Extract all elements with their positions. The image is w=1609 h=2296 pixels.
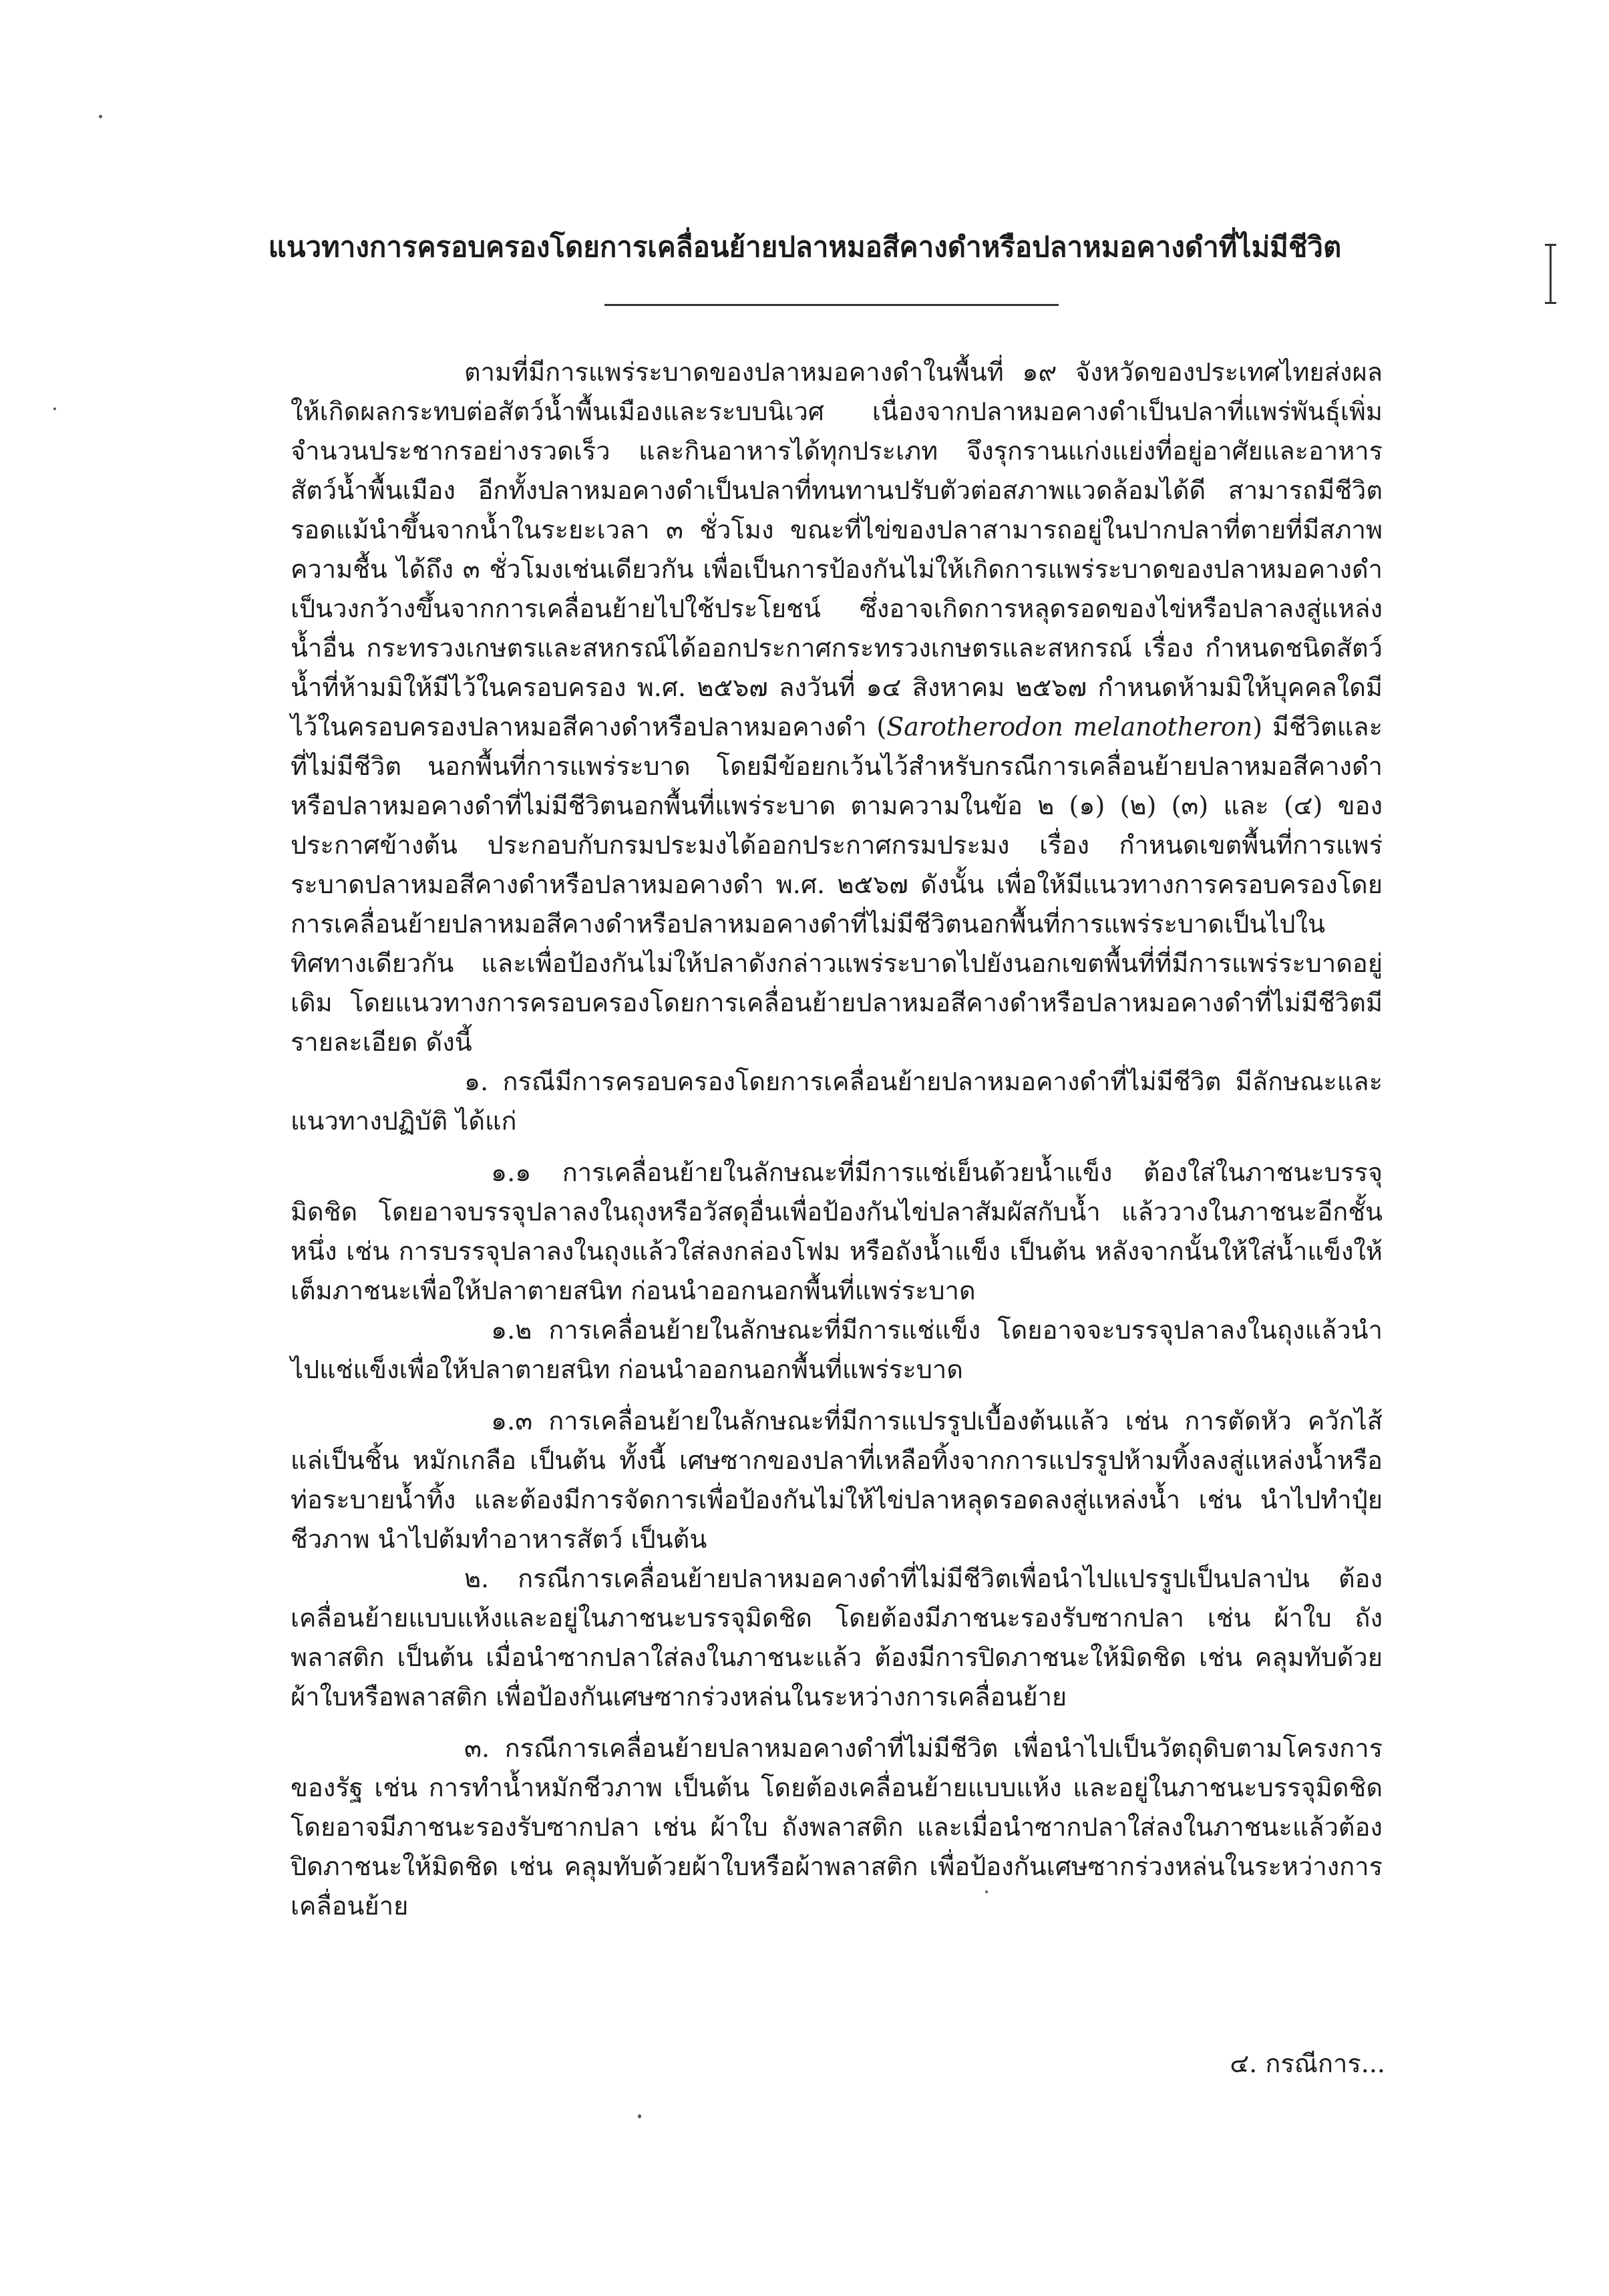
intro-text-b: ) มีชีวิตและที่ไม่มีชีวิต นอกพื้นที่การแพร่ระบาด โดยมีข้อยกเว้นไว้สำหรับกรณีการเคลื่อนย้ายปลาหมอสีคางดำหรือปลาหมอคางดำที่ไม่มีชีวิตนอกพื้นที่แพร่ระบาด ตามความในข้อ ๒ (๑) (๒) (๓) และ (๔) ของประกาศข้างต้น ประกอบกับกรมประมงได้ออกประกาศกรมประมง เรื่อง กำหนดเขตพื้นที่การแพร่ระบาดปลาหมอสีคางดำหรือปลาหมอคางดำ พ.ศ. ๒๕๖๗ ดังนั้น เพื่อให้มีแนวทางการครอบครองโดยการเคลื่อนย้ายปลาหมอสีคางดำหรือปลาหมอคางดำที่ไม่มีชีวิตนอกพื้นที่การแพร่ระบาดเป็นไปในทิศทางเดียวกัน และเพื่อป้องกันไม่ให้ปลาดังกล่าวแพร่ระบาดไปยังนอกเขตพื้นที่ที่มีการแพร่ระบาดอยู่เดิม โดยแนวทางการครอบครองโดยการเคลื่อนย้ายปลาหมอสีคางดำหรือปลาหมอคางดำที่ไม่มีชีวิตมีรายละเอียด ดังนี้ (291, 712, 1383, 1057)
paragraph-item-1-2: ๑.๒ การเคลื่อนย้ายในลักษณะที่มีการแช่แข็ง โดยอาจจะบรรจุปลาลงในถุงแล้วนำไปแช่แข็งเพื่อให้ปลาตายสนิท ก่อนนำออกนอกพื้นที่แพร่ระบาด (291, 1315, 1383, 1384)
page-continuation: ๔. กรณีการ... (1230, 2049, 1385, 2078)
document-title: แนวทางการครอบครองโดยการเคลื่อนย้ายปลาหมอสีคางดำหรือปลาหมอคางดำที่ไม่มีชีวิต (268, 230, 1342, 263)
scientific-name: Sarotherodon melanotheron (886, 712, 1253, 742)
paragraph-item-1-1: ๑.๑ การเคลื่อนย้ายในลักษณะที่มีการแช่เย็นด้วยน้ำแข็ง ต้องใส่ในภาชนะบรรจุมิดชิด โดยอาจบรรจุปลาลงในถุงหรือวัสดุอื่นเพื่อป้องกันไข่ปลาสัมผัสกับน้ำ แล้ววางในภาชนะอีกชั้นหนึ่ง เช่น การบรรจุปลาลงในถุงแล้วใส่ลงกล่องโฟม หรือถังน้ำแข็ง เป็นต้น หลังจากนั้นให้ใส่น้ำแข็งให้เต็มภาชนะเพื่อให้ปลาตายสนิท ก่อนนำออกนอกพื้นที่แพร่ระบาด (291, 1158, 1383, 1305)
paragraph-item-3: ๓. กรณีการเคลื่อนย้ายปลาหมอคางดำที่ไม่มีชีวิต เพื่อนำไปเป็นวัตถุดิบตามโครงการของรัฐ เช่น การทำน้ำหมักชีวภาพ เป็นต้น โดยต้องเคลื่อนย้ายแบบแห้ง และอยู่ในภาชนะบรรจุมิดชิด โดยอาจมีภาชนะรองรับซากปลา เช่น ผ้าใบ ถังพลาสติก และเมื่อนำซากปลาใส่ลงในภาชนะแล้วต้องปิดภาชนะให้มิดชิด เช่น คลุมทับด้วยผ้าใบหรือผ้าพลาสติก เพื่อป้องกันเศษซากร่วงหล่นในระหว่างการเคลื่อนย้าย (291, 1734, 1383, 1921)
document-body (291, 353, 1383, 1926)
paragraph-item-1-3: ๑.๓ การเคลื่อนย้ายในลักษณะที่มีการแปรรูปเบื้องต้นแล้ว เช่น การตัดหัว ควักไส้ แล่เป็นชิ้น หมักเกลือ เป็นต้น ทั้งนี้ เศษซากของปลาที่เหลือทิ้งจากการแปรรูปห้ามทิ้งลงสู่แหล่งน้ำหรือท่อระบายน้ำทิ้ง และต้องมีการจัดการเพื่อป้องกันไม่ให้ไข่ปลาหลุดรอดลงสู่แหล่งน้ำ เช่น นำไปทำปุ๋ยชีวภาพ นำไปต้มทำอาหารสัตว์ เป็นต้น (291, 1406, 1383, 1554)
title-underline (604, 304, 1059, 306)
scan-edge-mark (1550, 244, 1552, 304)
scan-speck (638, 2114, 641, 2118)
paragraph-item-1: ๑. กรณีมีการครอบครองโดยการเคลื่อนย้ายปลาหมอคางดำที่ไม่มีชีวิต มีลักษณะและแนวทางปฏิบัติ ได้แก่ (291, 1067, 1383, 1136)
scan-speck (53, 407, 56, 410)
scan-speck (99, 115, 102, 118)
paragraph-item-2: ๒. กรณีการเคลื่อนย้ายปลาหมอคางดำที่ไม่มีชีวิตเพื่อนำไปแปรรูปเป็นปลาป่น ต้องเคลื่อนย้ายแบบแห้งและอยู่ในภาชนะบรรจุมิดชิด โดยต้องมีภาชนะรองรับซากปลา เช่น ผ้าใบ ถังพลาสติก เป็นต้น เมื่อนำซากปลาใส่ลงในภาชนะแล้ว ต้องมีการปิดภาชนะให้มิดชิด เช่น คลุมทับด้วยผ้าใบหรือพลาสติก เพื่อป้องกันเศษซากร่วงหล่นในระหว่างการเคลื่อนย้าย (291, 1564, 1383, 1711)
scan-speck (985, 1891, 988, 1893)
paragraph-intro (291, 353, 1383, 1062)
intro-text-a: ตามที่มีการแพร่ระบาดของปลาหมอคางดำในพื้นที่ ๑๙ จังหวัดของประเทศไทยส่งผลให้เกิดผลกระทบต่อสัตว์น้ำพื้นเมืองและระบบนิเวศ เนื่องจากปลาหมอคางดำเป็นปลาที่แพร่พันธุ์เพิ่มจำนวนประชากรอย่างรวดเร็ว และกินอาหารได้ทุกประเภท จึงรุกรานแก่งแย่งที่อยู่อาศัยและอาหารสัตว์น้ำพื้นเมือง อีกทั้งปลาหมอคางดำเป็นปลาที่ทนทานปรับตัวต่อสภาพแวดล้อมได้ดี สามารถมีชีวิตรอดแม้นำขึ้นจากน้ำในระยะเวลา ๓ ชั่วโมง ขณะที่ไข่ของปลาสามารถอยู่ในปากปลาที่ตายที่มีสภาพความชื้น ได้ถึง ๓ ชั่วโมงเช่นเดียวกัน เพื่อเป็นการป้องกันไม่ให้เกิดการแพร่ระบาดของปลาหมอคางดำเป็นวงกว้างขึ้นจากการเคลื่อนย้ายไปใช้ประโยชน์ ซึ่งอาจเกิดการหลุดรอดของไข่หรือปลาลงสู่แหล่งน้ำอื่น กระทรวงเกษตรและสหกรณ์ได้ออกประกาศกระทรวงเกษตรและสหกรณ์ เรื่อง กำหนดชนิดสัตว์น้ำที่ห้ามมิให้มีไว้ในครอบครอง พ.ศ. ๒๕๖๗ ลงวันที่ ๑๔ สิงหาคม ๒๕๖๗ กำหนดห้ามมิให้บุคคลใดมีไว้ในครอบครองปลาหมอสีคางดำหรือปลาหมอคางดำ ( (291, 357, 1383, 742)
